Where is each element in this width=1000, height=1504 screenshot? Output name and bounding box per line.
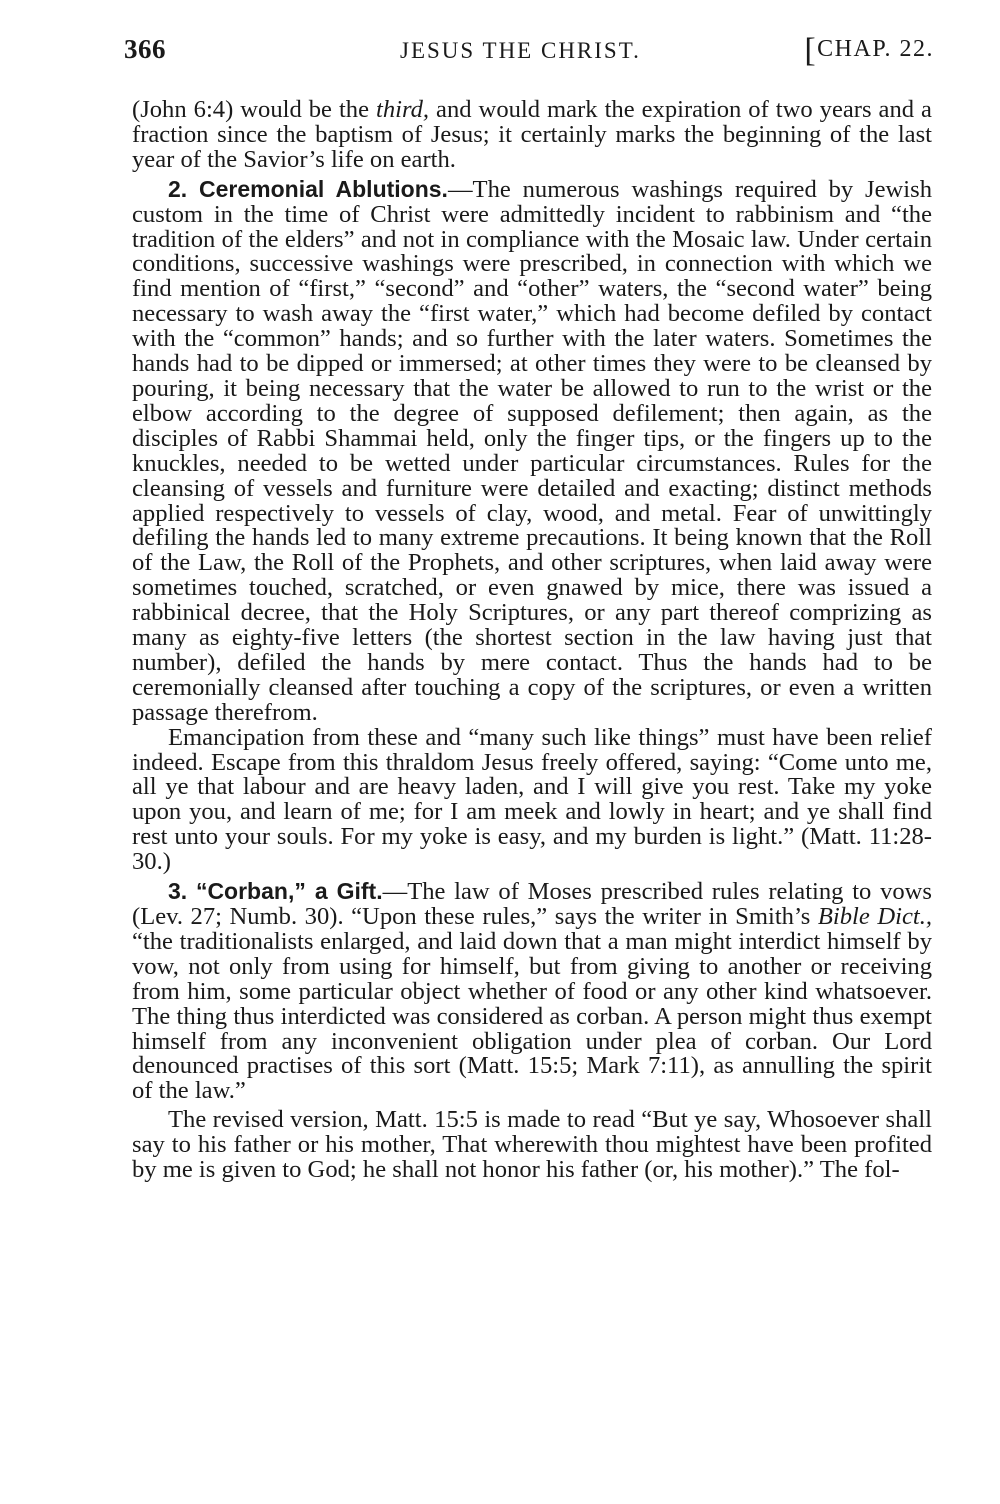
paragraph-text: “the traditionalists enlarged, and laid down that a man might interdict himself by vow, not only from using for himself, but from giving to another or receiving from him, some particular object whether of food or any other kind whatsoever. The thing thus interdicted was considered as corban. A person might thus exempt himself from any inconvenient obligation under plea of corban. Our Lord denounced practises of this sort (Matt. 15:5; Mark 7:11), as annulling the spirit of the law.” <box>132 927 932 1105</box>
paragraph-text: and would mark the expiration of two years and a fraction since the baptism of Jesus; it certainly marks the beginning of the last year of the Savior’s life on earth. <box>132 96 932 173</box>
paragraph-text: The revised version, Matt. 15:5 is made to read “But ye say, Whosoever shall say to his father or his mother, That wherewith thou mightest have been profited by me is given to God; he shall not honor his father (or, his mother).” The fol- <box>132 1106 932 1184</box>
section-title: “Corban,” a Gift. <box>195 878 383 905</box>
section-ceremonial-ablutions <box>132 177 932 726</box>
chapter-reference <box>804 32 934 69</box>
emphasis-text: Bible Dict., <box>817 903 932 930</box>
page-number: 366 <box>124 34 166 64</box>
chapter-bracket: [ <box>804 32 818 69</box>
book-page <box>124 32 934 1184</box>
emphasis-text: third, <box>375 96 430 123</box>
paragraph-emancipation <box>132 723 932 876</box>
paragraph-text: —The law of Moses prescribed rules relating to vows (Lev. 27; Numb. 30). “Upon these rules,” says the writer in Smith’s <box>132 878 932 930</box>
section-number: 3. <box>168 878 188 905</box>
section-number: 2. <box>168 175 188 202</box>
running-header <box>124 32 934 74</box>
section-title: Ceremonial Ablutions. <box>199 175 448 202</box>
paragraph-revised-version <box>132 1108 932 1183</box>
chapter-label: CHAP. 22. <box>817 36 934 62</box>
paragraph-text: —The numerous washings required by Jewish custom in the time of Christ were admittedly incident to rabbinism and “the tradition of the elders” and not in compliance with the Mosaic law. Under certain conditions, successive washings were prescribed, in connection with which we find mention of “first,” “second” and “other” waters, the “second water” being necessary to wash away the “first water,” which had become defiled by contact with the “common” hands; and so further with the later waters. Sometimes the hands had to be dipped or immersed; at other times they were to be cleansed by pouring, it being necessary that the water be allowed to run to the wrist or the elbow according to the degree of supposed defilement; then again, as the disciples of Rabbi Shammai held, only the finger tips, or the fingers up to the knuckles, needed to be wetted under particular circumstances. Rules for the cleansing of vessels and furniture were detailed and exacting; distinct methods applied respectively to vessels of clay, wood, and metal. Fear of unwittingly defiling the hands led to many extreme precautions. It being known that the Roll of the Law, the Roll of the Prophets, and other scriptures, when laid away were sometimes touched, scratched, or even gnawed by mice, there was issued a rabbinical decree, that the Holy Scriptures, or any part thereof comprizing as many as eighty-five letters (the shortest section in the law having just that number), defiled the hands by mere contact. Thus the hands had to be ceremonially cleansed after touching a copy of the scriptures, or even a written passage therefrom. <box>132 175 932 726</box>
body-text <box>132 98 932 1183</box>
paragraph-continuation <box>132 98 932 173</box>
section-corban <box>132 879 932 1104</box>
paragraph-text: (John 6:4) would be the <box>132 96 376 123</box>
running-title: JESUS THE CHRIST. <box>400 38 641 63</box>
paragraph-text: Emancipation from these and “many such like things” must have been relief indeed. Escape from this thraldom Jesus freely offered, saying: “Come unto me, all ye that labour and are heavy laden, and I will give you rest. Take my yoke upon you, and learn of me; for I am meek and lowly in heart; and ye shall find rest unto your souls. For my yoke is easy, and my burden is light.” (Matt. 11:28-30.) <box>132 723 932 876</box>
